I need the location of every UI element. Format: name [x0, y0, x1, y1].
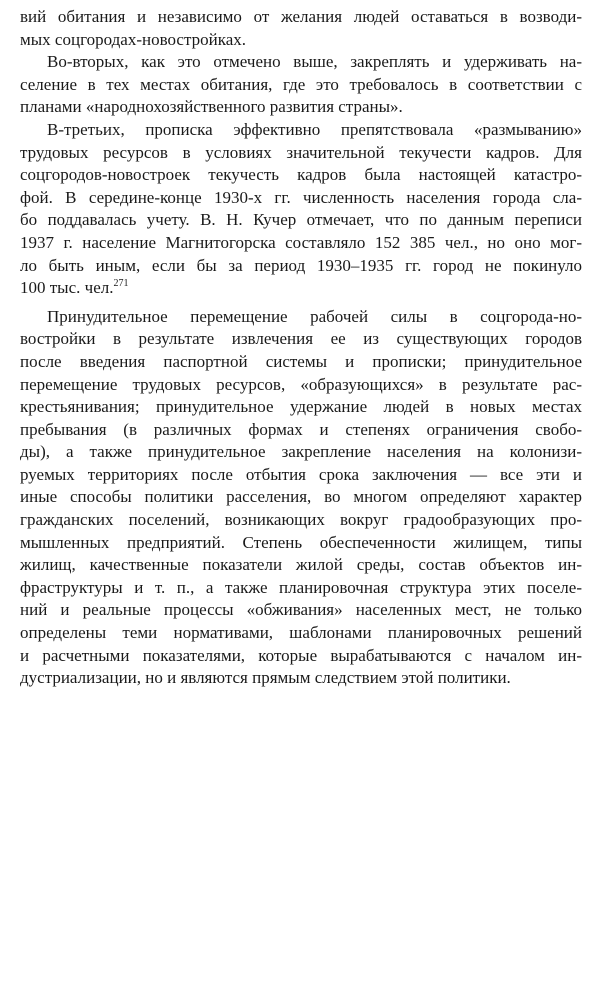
text-line: соцгородов-новостроек текучесть кадров была настоящей катастро- — [20, 165, 582, 185]
text-line: востройки в результате извлечения ее из существующих городов — [20, 329, 582, 349]
paragraph-2 — [20, 51, 582, 119]
text-line: руемых территориях после отбытия срока заключения — все эти и — [20, 464, 582, 484]
text-line: после введения паспортной системы и прописки; принудительное — [20, 351, 582, 371]
text-line: определены теми нормативами, шаблонами планировочных решений — [20, 623, 582, 643]
text-line: бо поддавалась учету. В. Н. Кучер отмечает, что по данным переписи — [20, 210, 582, 230]
text-line: жилищ, качественные показатели жилой среды, состав объектов ин- — [20, 555, 582, 575]
text-line: 1937 г. население Магнитогорска составляло 152 385 чел., но оно мог- — [20, 232, 582, 252]
text-line: Во-вторых, как это отмечено выше, закреплять и удерживать на- — [47, 52, 582, 72]
text-line: селение в тех местах обитания, где это требовалось в соответствии с — [20, 74, 582, 94]
text-line: Принудительное перемещение рабочей силы в соцгорода-но- — [47, 306, 582, 326]
text-line: ды), а также принудительное закрепление населения на колонизи- — [20, 442, 582, 462]
text-line: планами «народнохозяйственного развития страны». — [20, 97, 403, 117]
page-text — [20, 6, 582, 690]
text-line: мышленных предприятий. Степень обеспеченности жилищем, типы — [20, 532, 582, 552]
text-line: дустриализации, но и являются прямым следствием этой политики. — [20, 668, 511, 688]
text-line: ний и реальные процессы «обживания» населенных мест, не только — [20, 600, 582, 620]
text-line: фой. В середине-конце 1930-х гг. численность населения города сла- — [20, 187, 582, 207]
paragraph-1 — [20, 6, 582, 51]
text-line: В-третьих, прописка эффективно препятствовала «размыванию» — [47, 119, 582, 139]
text-line: иные способы политики расселения, во многом определяют характер — [20, 487, 582, 507]
text-line-with-footnote — [20, 277, 582, 300]
text-line: мых соцгородах-новостройках. — [20, 29, 246, 49]
text-line: и расчетными показателями, которые вырабатываются с началом ин- — [20, 645, 582, 665]
text-line: трудовых ресурсов в условиях значительной текучести кадров. Для — [20, 142, 582, 162]
text-line: ло быть иным, если бы за период 1930–1935 гг. город не покинуло — [20, 255, 582, 275]
paragraph-4 — [20, 306, 582, 690]
paragraph-3 — [20, 119, 582, 300]
text-line: перемещение трудовых ресурсов, «образующихся» в результате рас- — [20, 374, 582, 394]
text-line: вий обитания и независимо от желания людей оставаться в возводи- — [20, 7, 582, 26]
text-line: гражданских поселений, возникающих вокруг градообразующих про- — [20, 510, 582, 530]
footnote-marker: 271 — [113, 278, 129, 290]
text-line: крестьянивания; принудительное удержание людей в новых местах — [20, 397, 582, 417]
text-line: 100 тыс. чел. — [20, 278, 114, 298]
text-line: пребывания (в различных формах и степенях ограничения свобо- — [20, 419, 582, 439]
text-line: фраструктуры и т. п., а также планировочная структура этих поселе- — [20, 577, 582, 597]
